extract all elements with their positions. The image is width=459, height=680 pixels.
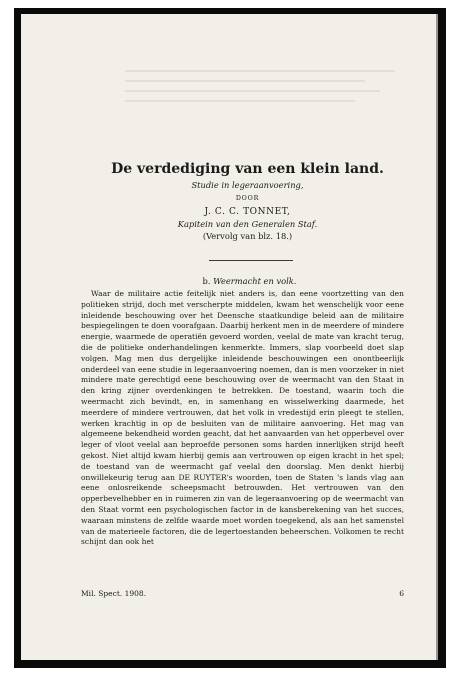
continuation-note: (Vervolg van blz. 18.) — [202, 231, 293, 241]
author-rank: Kapitein van den Generalen Staf. — [177, 219, 318, 229]
scanned-page — [21, 14, 438, 660]
section-divider — [209, 260, 293, 261]
page-footer — [81, 589, 404, 599]
article-subtitle: Studie in legeraanvoering, — [191, 180, 304, 190]
section-heading — [81, 275, 404, 287]
show-through-line — [125, 70, 395, 72]
section-title: Weermacht en volk. — [213, 276, 297, 286]
body-paragraph: Waar de militaire actie feitelijk niet anders is, dan eene voortzetting van den politieken strijd, doch met verscherpte middelen, kwam het wenschelijk voor eene inleidende beschouwing over het Deensche staatkundige beleid aan de militaire bespiegelingen te doen voorafgaan. Daarbij herkent men in de meerdere of mindere energie, waarmede de operatiën gevoerd worden, veelal de mate van kracht terug, die de politieke onderhandelingen kenmerkte. Immers, slap voorbeeld doet slap volgen. Mag men dus dergelijke inleidende beschouwingen een onontbeerlijk onderdeel van eene studie in legeraanvoering noemen, dan is men voorzeker in niet mindere mate gerechtigd eene beschouwing over de weermacht van den Staat in den kring zijner overdenkingen te betrekken. De toestand, waarin toch die weermacht zich bevindt, en, in samenhang en wisselwerking daarmede, het meerdere of mindere vertrouwen, dat het volk in vredestijd erin pleegt te stellen, werken krachtig in op de besluiten van de militaire aanvoering. Het mag van algemeene bekendheid worden geacht, dat het aanvaarden van het opperbevel over leger of vloot veelal aan beproefde personen soms harden innerlijken strijd heeft gekost. Niet altijd kwam hierbij gemis aan vertrouwen op eigen kracht in het spel; de toestand van de weermacht gaf veelal den doorslag. Men denkt hierbij onwillekeurig terug aan DE RUYTER's woorden, toen de Staten 's lands vlag aan eene onlosreikende scheepsmacht betrouwden. Het vertrouwen van den opperbevelhebber en in ruimeren zin van de legeraanvoering op de weermacht van den Staat vormt een psychologischen factor in de kansberekening van het succes, waaraan minstens de zelfde waarde moet worden toegekend, als aan het samenstel van de materieele factoren, die de legertoestanden beheerschen. Volkomen te recht schijnt dan ook het — [81, 289, 404, 547]
journal-signature: Mil. Spect. 1908. — [81, 589, 147, 598]
byline-door: DOOR — [235, 195, 260, 202]
show-through-line — [125, 100, 355, 102]
article-title: De verdediging van een klein land. — [111, 161, 384, 177]
author-name: J. C. C. TONNET, — [204, 207, 291, 217]
page-edge — [436, 14, 438, 660]
page-number: 6 — [399, 589, 404, 598]
section-number: b. — [202, 276, 211, 286]
show-through-line — [125, 80, 365, 82]
show-through-line — [125, 90, 380, 92]
